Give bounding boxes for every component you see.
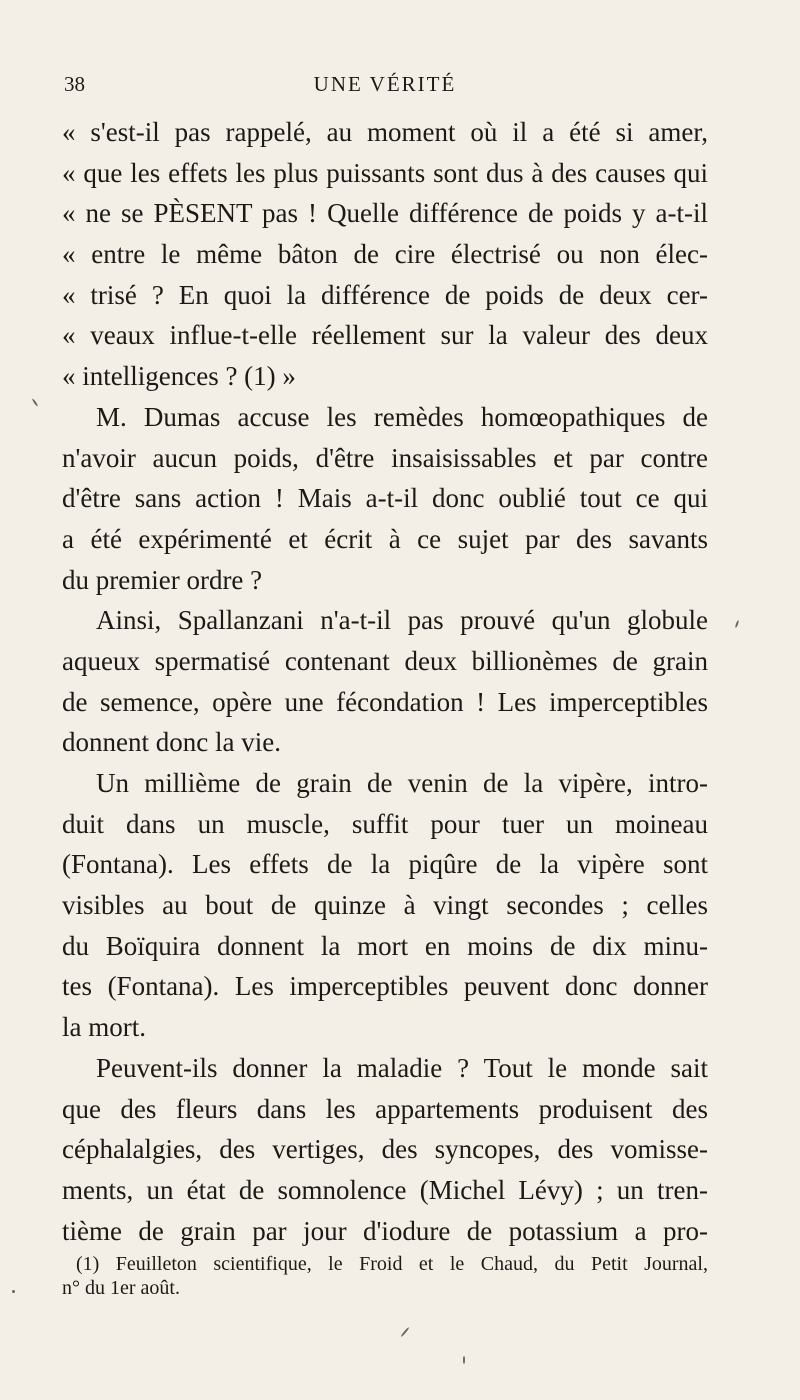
text-line: céphalalgies, des vertiges, des syncopes, des vomisse- [62, 1134, 708, 1165]
text-line: « trisé ? En quoi la différence de poids de deux cer- [62, 279, 708, 310]
text-line: ments, un état de somnolence (Michel Lévy) ; un tren- [62, 1174, 708, 1205]
text-line: « ne se PÈSENT pas ! Quelle différence de poids y a-t-il [62, 198, 708, 229]
text-line: tième de grain par jour d'iodure de potassium a pro- [62, 1215, 708, 1246]
running-title: UNE VÉRITÉ [313, 72, 457, 96]
text-line: la mort. [62, 1012, 146, 1043]
paper-speck [463, 1356, 465, 1364]
text-line: « veaux influe-t-elle réellement sur la valeur des deux [62, 320, 708, 351]
body-text [62, 112, 708, 1251]
text-line: d'être sans action ! Mais a-t-il donc oublié tout ce qui [62, 483, 708, 514]
text-line: aqueux spermatisé contenant deux billionèmes de grain [62, 645, 708, 676]
paper-speck [12, 1290, 15, 1293]
text-line: « que les effets les plus puissants sont dus à des causes qui [62, 157, 708, 188]
footnote-line: n° du 1er août. [62, 1277, 180, 1299]
text-line: du Boïquira donnent la mort en moins de dix minu- [62, 930, 708, 961]
page-number: 38 [64, 72, 85, 96]
text-line: Un millième de grain de venin de la vipère, intro- [96, 768, 708, 798]
paper-speck [32, 398, 39, 407]
paper-speck [400, 1327, 409, 1337]
footnote [62, 1252, 708, 1300]
text-line: tes (Fontana). Les imperceptibles peuvent donc donner [62, 971, 708, 1002]
text-line: duit dans un muscle, suffit pour tuer un moineau [62, 808, 708, 839]
text-line: a été expérimenté et écrit à ce sujet par des savants [62, 523, 708, 554]
text-line: Peuvent-ils donner la maladie ? Tout le monde sait [96, 1052, 708, 1083]
text-line: de semence, opère une fécondation ! Les imperceptibles [62, 686, 708, 717]
text-line: « s'est-il pas rappelé, au moment où il a été si amer, [62, 117, 708, 147]
text-line: visibles au bout de quinze à vingt secondes ; celles [62, 890, 708, 921]
text-line: donnent donc la vie. [62, 727, 281, 758]
text-line: Ainsi, Spallanzani n'a-t-il pas prouvé qu'un globule [96, 605, 708, 636]
text-line: M. Dumas accuse les remèdes homœopathiques de [96, 401, 708, 432]
footnote-line: (1) Feuilleton scientifique, le Froid et le Chaud, du Petit Journal, [76, 1253, 708, 1275]
text-line: « intelligences ? (1) » [62, 361, 296, 392]
paper-speck [735, 620, 740, 628]
text-line: n'avoir aucun poids, d'être insaisissables et par contre [62, 442, 708, 473]
text-line: du premier ordre ? [62, 564, 263, 595]
text-line: que des fleurs dans les appartements produisent des [62, 1093, 708, 1124]
text-line: « entre le même bâton de cire électrisé ou non élec- [62, 239, 708, 270]
page-header [64, 72, 706, 100]
text-line: (Fontana). Les effets de la piqûre de la vipère sont [62, 849, 708, 880]
